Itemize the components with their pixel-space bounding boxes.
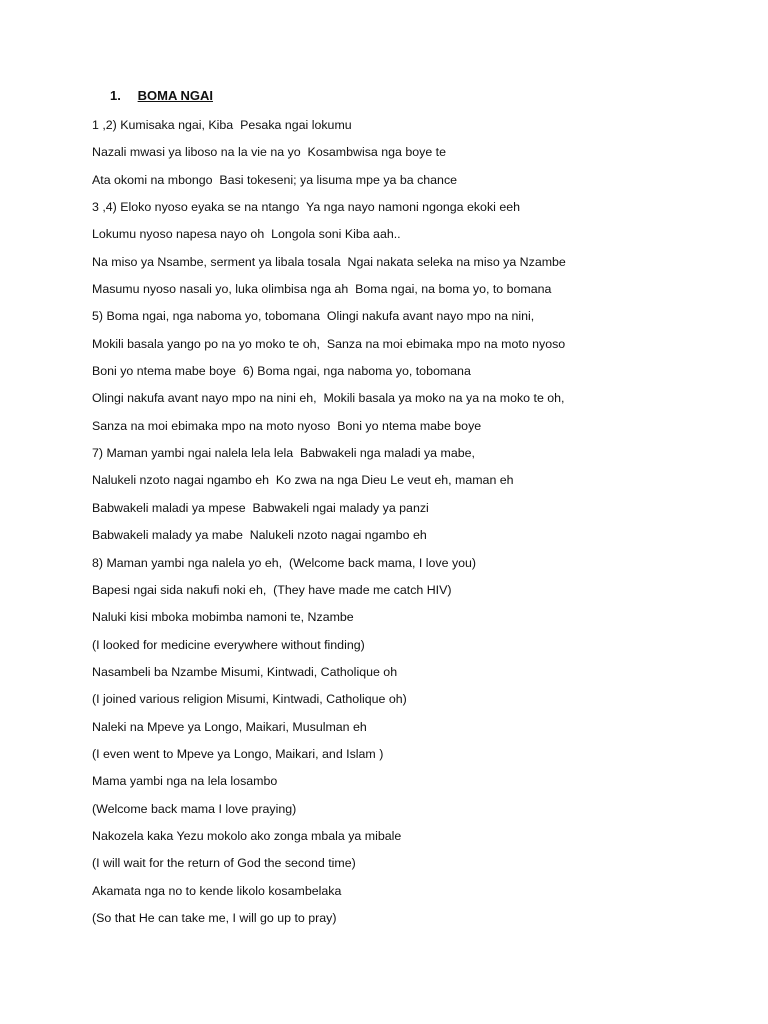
lyric-line: (I even went to Mpeve ya Longo, Maikari, and Islam )	[92, 746, 384, 761]
lyric-line: Olingi nakufa avant nayo mpo na nini eh, Mokili basala ya moko na ya na moko te oh,	[92, 391, 565, 406]
lyric-line: (I will wait for the return of God the second time)	[92, 856, 356, 871]
lyric-line: Masumu nyoso nasali yo, luka olimbisa nga ah Boma ngai, na boma yo, to bomana	[92, 282, 552, 297]
lyric-line: Nasambeli ba Nzambe Misumi, Kintwadi, Catholique oh	[92, 664, 398, 679]
lyric-line: Naluki kisi mboka mobimba namoni te, Nzambe	[92, 610, 354, 625]
lyric-line: 7) Maman yambi ngai nalela lela lela Babwakeli nga maladi ya mabe,	[92, 446, 475, 461]
lyric-line: Bapesi ngai sida nakufi noki eh, (They have made me catch HIV)	[92, 582, 452, 597]
lyric-line: (So that He can take me, I will go up to pray)	[92, 910, 337, 925]
lyrics-body	[92, 116, 566, 936]
lyric-line: Boni yo ntema mabe boye 6) Boma ngai, nga naboma yo, tobomana	[92, 364, 471, 379]
lyric-line: 1 ,2) Kumisaka ngai, Kiba Pesaka ngai lokumu	[92, 118, 352, 132]
lyric-line: Lokumu nyoso napesa nayo oh Longola soni Kiba aah..	[92, 227, 401, 242]
lyric-line: (Welcome back mama I love praying)	[92, 801, 297, 816]
lyric-line: Nalukeli nzoto nagai ngambo eh Ko zwa na nga Dieu Le veut eh, maman eh	[92, 473, 514, 488]
lyric-line: Nakozela kaka Yezu mokolo ako zonga mbala ya mibale	[92, 828, 402, 843]
lyric-line: Babwakeli malady ya mabe Nalukeli nzoto nagai ngambo eh	[92, 528, 427, 543]
lyric-line: Naleki na Mpeve ya Longo, Maikari, Musulman eh	[92, 719, 367, 734]
heading-title: BOMA NGAI	[137, 88, 213, 103]
lyric-line: Mokili basala yango po na yo moko te oh, Sanza na moi ebimaka mpo na moto nyoso	[92, 336, 566, 351]
lyric-line: Akamata nga no to kende likolo kosambelaka	[92, 883, 342, 898]
lyric-line: Nazali mwasi ya liboso na la vie na yo Kosambwisa nga boye te	[92, 145, 447, 160]
lyric-line: Babwakeli maladi ya mpese Babwakeli ngai malady ya panzi	[92, 500, 429, 515]
lyric-line: 3 ,4) Eloko nyoso eyaka se na ntango Ya nga nayo namoni ngonga ekoki eeh	[92, 200, 521, 215]
lyric-line: Sanza na moi ebimaka mpo na moto nyoso Boni yo ntema mabe boye	[92, 418, 482, 433]
lyric-line: (I looked for medicine everywhere without finding)	[92, 637, 365, 652]
lyric-line: Ata okomi na mbongo Basi tokeseni; ya lisuma mpe ya ba chance	[92, 172, 458, 187]
lyric-line: Na miso ya Nsambe, serment ya libala tosala Ngai nakata seleka na miso ya Nzambe	[92, 254, 566, 269]
lyric-line: 5) Boma ngai, nga naboma yo, tobomana Olingi nakufa avant nayo mpo na nini,	[92, 309, 535, 324]
song-heading	[110, 88, 213, 103]
heading-number: 1.	[110, 88, 121, 103]
lyric-line: 8) Maman yambi nga nalela yo eh, (Welcome back mama, I love you)	[92, 555, 477, 570]
lyric-line: (I joined various religion Misumi, Kintwadi, Catholique oh)	[92, 692, 407, 707]
lyric-line: Mama yambi nga na lela losambo	[92, 774, 278, 789]
